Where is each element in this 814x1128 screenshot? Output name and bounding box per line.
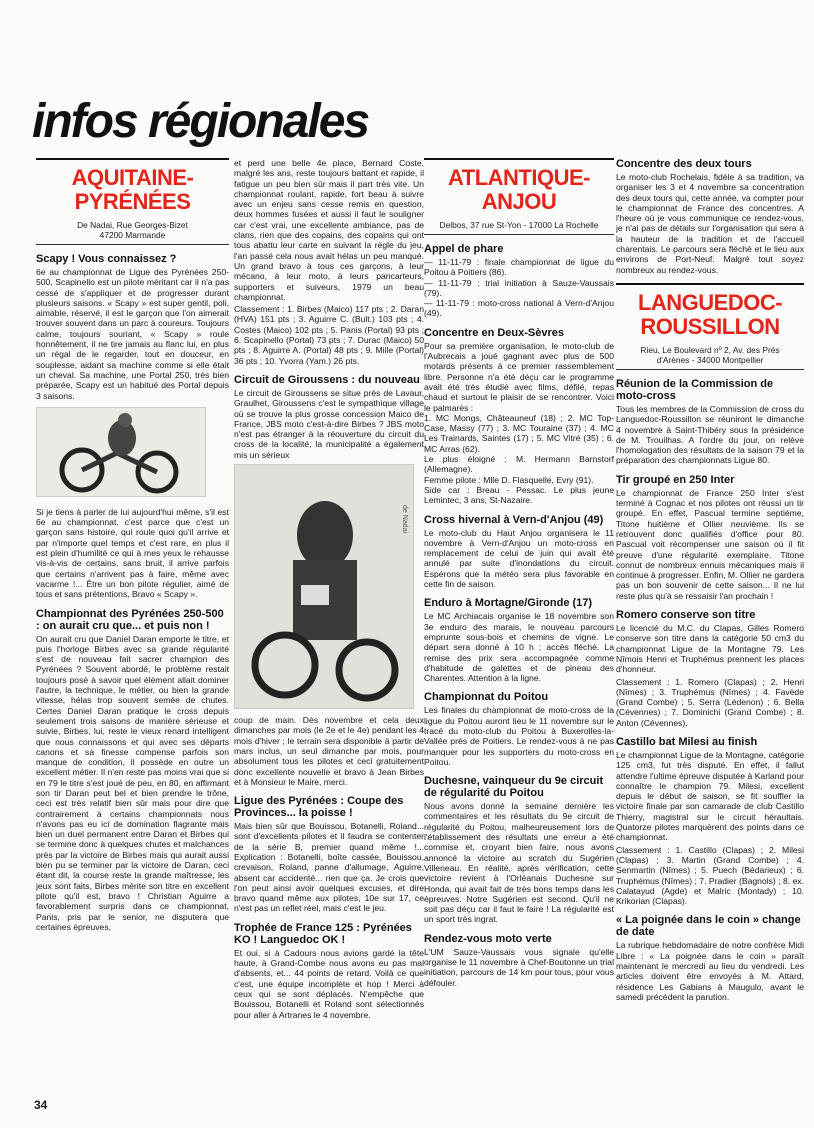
article-title: Championnat du Poitou: [424, 691, 549, 704]
article-text: L'UM Sauze-Vaussais vous signale qu'elle organise le 11 novembre à Chef-Boutonne un trial initiation, parcours de 14 km pour tous, pour vous défouler.: [424, 946, 614, 988]
article-text: Mais bien sûr que Bouissou, Botanelli, Roland... sont d'excellents pilotes et il faudra se contenter de la série B, premier quand même !... Explication : Botanelli, boîte cassée, Bouissou, crevaison, Roland, panne d'allumage, Aguirre, absent car accidenté... rien que ça. Je crois que l'on peut ainsi avoir quelques excuses, et dire bravo quand même aux pilotes, 10e sur 17, ce n'est pas un reflet réel, mais c'est le jeu.: [234, 821, 424, 914]
article-text: Les finales du championnat de moto-cross de la ligue du Poitou auront lieu le 11 novembre sur le tracé du moto-club du Poitou à Buxerolles-la-Vallée près de Poitiers. Le rendez-vous à ne pas manquer pour les supporters du moto-cross en Poitou.: [424, 705, 614, 767]
article-text: Le licencié du M.C. du Clapas, Gilles Romero conserve son titre dans la catégorie 50 cm3 du championnat Ligue de la Montagne 79. Les Nîmois Henri et Truphémus prennent les places d'honneur.: [616, 623, 804, 675]
article-text: Le MC Archiacais organise le 18 novembre son 3e enduro des marais, le nouveau parcours emprunte sous-bois et chemins de vigne. Le départ sera donné à 10 h ; accès fléché. La remise des prix sera accompagnée comme d'habitude de galettes et de pineau des Charentes. Attention à la ligne.: [424, 611, 614, 684]
article-text: Et oui, si à Cadours nous avions gardé la tête haute, à Grand-Combe nous avons eu pas mal d'absents, et... 44 points de retard. Voilà ce que c'est, une équipe incomplète et hop ! Merci à ceux qui se sont déplacés. N'empêche que Bouissou, Botanelli et Roland sont sélectionnés pour aller à Artranes le 4 novembre.: [234, 947, 424, 1020]
article-title: Enduro à Mortagne/Gironde (17): [424, 597, 593, 610]
region-address: Delbos, 37 rue St-Yon - 17000 La Rochelle: [439, 220, 599, 230]
article-text: Tous les membres de la Commission de cross du Languedoc-Roussillon se réuniront le dimanche 4 novembre à Saint-Thibéry sous la présidence de M. Trouilhas. A l'ordre du jour, on relève l'homologation des résultats de la saison 79 et la préparation des championnats Ligue 80.: [616, 403, 804, 466]
article-text: Si je tiens à parler de lui aujourd'hui même, s'il est 6e au championnat, c'est parce que c'est un garçon sans histoire, qui roule quoi qu'il arrive et par n'importe quel temps et c'est rare, en plus il est plein d'humilité ce qui à mes yeux le rehausse vis-à-vis de certains, sans bruit, il arrive parfois que certains n'arrivent pas à faire, même avec vacarme !... Être un bon pilote régulier, aimé de tous et sans prétentions, Bravo « Scapy ».: [36, 506, 229, 600]
article-title: Concentre des deux tours: [616, 158, 752, 170]
column-1: [36, 158, 229, 1038]
article-title: Championnat des Pyrénées 250-500 : on aurait cru que... et puis non !: [36, 607, 224, 632]
article-title: Réunion de la Commission de moto-cross: [616, 377, 774, 402]
page-number: 34: [34, 1098, 48, 1112]
article-title: Circuit de Giroussens : du nouveau: [234, 373, 420, 386]
motocross-photo: [36, 407, 206, 497]
article-title: Tir groupé en 250 Inter: [616, 473, 735, 486]
article-text: Le championnat Ligue de la Montagne, catégorie 125 cm3, fut très disputé. En effet, il fallut attendre l'ultime épreuve disputée à Karland pour connaître le champion 79. Milesi, excellent depuis le début de saison, se fit souffler la victoire finale par son camarade de club Castillo Thierry, magistral sur le circuit héraultais. Quatorze pilotes marquèrent des points dans ce championnat.: [616, 749, 804, 843]
article-title: Romero conserve son titre: [616, 609, 756, 622]
page-title: infos régionales: [32, 95, 369, 148]
article-title: Ligue des Pyrénées : Coupe des Provinces... la poisse !: [234, 795, 404, 820]
article-title: Scapy ! Vous connaissez ?: [36, 253, 177, 265]
region-name: ATLANTIQUE- ANJOU: [448, 165, 590, 214]
column-3: [424, 158, 614, 1038]
article-title: Concentre en Deux-Sèvres: [424, 326, 564, 339]
article-title: Castillo bat Milesi au finish: [616, 735, 758, 748]
classement: Classement : 1. Romero (Clapas) ; 2. Henri (Nîmes) ; 3. Truphémus (Nîmes) ; 4. Favède (Grand Combe) ; 5. Serra (Lédenon) ; 6. Bella (Cévennes) ; 7. Dominichi (Grand Combe) ; 8. Anton (Cévennes).: [616, 676, 804, 728]
article-text: Le championnat de France 250 Inter s'est terminé à Cognac et nos pilotes ont réussi un tir groupé. En effet, Pascual termine septième, Titone huitième et Ollier neuvième. Ils se retrouvent donc qualifiés d'office pour 80. Pascual voit récompenser une saison où il fit preuve d'une régularité exemplaire. Titone connut de nombreux ennuis mécaniques mais il continue à progresser. Enfin, M. Ollier ne gardera pas un bon souvenir de cette saison... Il ne lui reste plus qu'à se ressaisir l'an prochain !: [616, 487, 804, 601]
article-text: Le circuit de Giroussens se situe près de Lavaur, Graulhet, Giroussens c'est le sympathique village où se trouve la plus grosse concession Maico de France, JBS moto c'est-à-dire Birbes ? JBS moto n'est pas étranger à la réouverture du circuit du cross de la localité, la municipalité a également mis un sérieux: [234, 387, 424, 460]
article-title: Rendez-vous moto verte: [424, 932, 552, 945]
article-text: 6e au championnat de Ligue des Pyrénées 250-500, Scapinello est un pilote méritant car il n'a pas cessé de s'appliquer et de progresser durant plusieurs saisons. « Scapy » est super gentil, poli, aimable, réservé, il est le garçon que l'on aimerait trouver souvent dans un parc à coureurs. Toujours calme, toujours souriant, « Scapy » roule honnêtement, il ne tire jamais au flanc lui, en plus un régal de le regarder, tout en douceur, en souplesse, aidant sa machine comme si elle était un cheval. Sa machine, une Portal 250, très bien préparée, Scapy est un habitué des Portal depuis 3 saisons.: [36, 267, 229, 401]
article-text: Le moto-club Rochelais, fidèle à sa tradition, va organiser les 3 et 4 novembre sa concentration des deux tours qui, cette année, va compter pour le championnat de France des concentres. A l'heure où je vous communique ce rendez-vous, je n'ai pas de détails sur l'organisation qui sera à la hauteur de la tradition et de l'accueil charentais. Le parcours sera fléché et le lieu aux environs de Port-Neuf. Malgré tout soyez nombreux au rendez-vous.: [616, 172, 804, 275]
article-text: La rubrique hebdomadaire de notre confrère Midi Libre : « La poignée dans le coin » paraît maintenant le mercredi au lieu du vendredi. Les articles doivent être envoyés à M. Attard, résidence Les Gabians à Maugulo, avant le samedi précédent la parution.: [616, 940, 804, 1002]
article-text: et perd une belle 4e place, Bernard Coste, malgré les ans, reste toujours battant et rapide, il fatigue un peu bien sûr mais il part très vite. Un championnat roulant, rapide, fort beau à suivre avec un enjeu sans cesse remis en question, deux hommes fusées et aussi il faut le souligner car c'est vrai, une excellente ambiance, pas de clans, rien que des copains, des copains qui ont tous abattu leur carte en suivant la règle du jeu, l'an passé cela nous avait hélas un peu manqué. Un grand bravo à tous ces garçons, à leur mécano, à leur moto, à leurs pancarteurs, supporters et suiveurs, 1979 un beau championnat.: [234, 158, 424, 302]
article-title: Cross hivernal à Vern-d'Anjou (49): [424, 513, 604, 526]
classement: Classement : 1. Birbes (Maico) 117 pts ; 2. Daran (HVA) 151 pts ; 3. Aguirre C. (Bult.) 103 pts ; 4. Costes (Maico) 102 pts ; 5. Panis (Portal) 93 pts ; 6. Scapinello (Portal) 73 pts ; 7. Durac (Maico) 50 pts ; 8. Aguirre A. (Portal) 48 pts ; 9. Mille (Portal) 36 pts ; 10. Yvorra (Yam.) 26 pts.: [234, 304, 424, 366]
article-text: — 11-11-79 : finale championnat de ligue du Poitou à Poitiers (86). — 11-11-79 : trial initiation à Sauze-Vaussais (79). — 11-11-79 : moto-cross national à Vern-d'Anjou (49).: [424, 257, 614, 319]
classement: Classement : 1. Castillo (Clapas) ; 2. Milesi (Clapas) ; 3. Martin (Grand Combe) ; 4. Senmartin (Nîmes) ; 5. Puech (Bédarieux) ; 6. Truphémus (Nîmes) ; 7. Pradier (Bagnols) ; 8. ex. Calatayud (Agde) et Malric (Montady) ; 10. Krikorian (Clapas).: [616, 844, 804, 907]
article-text: Pour sa première organisation, le moto-club de l'Aubrecais a joué gagnant avec plus de 500 motards présents à ce premier rassemblement libre. Personne n'a été déçu car le programme avait été très étudié avec films, défilé, repas chaud et surtout le plaisir de se rencontrer. Voici le palmarès : 1. MC Mongs, Châteauneuf (18) ; 2. MC Top-Case, Massy (77) ; 3. MC Touraine (37) ; 4. MC Les Trainards, Saintes (17) ; 5. MC Vitré (35) ; 6. MC Arras (62). Le plus éloigné : M. Hermann Barnstorf (Allemagne). Femme pilote : Mlle D. Flasquelle, Evry (91). Side car : Breau - Pessac. Le plus jeune Lemintec, 3 ans, St-Nazaire.: [424, 340, 614, 506]
column-2: [234, 158, 424, 1038]
region-address: De Nadai, Rue Georges-Bizet 47200 Marmande: [77, 220, 188, 240]
article-text: coup de main. Dès novembre et cela deux dimanches par mois (le 2e et le 4e) pendant les 4 mois d'hiver ; le terrain sera disponible à partir de mars inclus, un seul dimanche par mois, pour absolument tous les pilotes et ceci gratuitement donc excellente nouvelle et bravo à Jean Birbes et à Monsieur le Maire, merci.: [234, 715, 424, 787]
article-text: Le moto-club du Haut Anjou organisera le 11 novembre à Vern-d'Anjou un moto-cross en remplacement de celui de juin qui avait été annulé par suite d'inondations du circuit. Espérons que la météo sera plus favorable en cette fin de saison.: [424, 527, 614, 590]
region-header-atlantique: [424, 158, 614, 235]
article-title: « La poignée dans le coin » change de date: [616, 914, 801, 939]
article-text: On aurait cru que Daniel Daran emporte le titre, et puis l'horloge Birbes avec sa grande régularité s'est de nouveau fait sacrer champion des Pyrénées ? Souvent abordé, le problème restait toujours posé à savoir quel élément allait dominer l'autre, la technique, le métier, ou bien la grande vitesse, hélas trop souvent semée de chutes. Certes Daniel Daran pratique le cross depuis seulement trois saisons de manière sérieuse et suivie, Birbes, lui, reste le vieux renard intelligent que nous connaissons et qui avec ses départs canons et sa finesse compense parfois son manque de condition, il possède en outre un excellent métier. Il n'en reste pas moins vrai que si en 79 le titre s'est joué de peu, en 80, en affirmant son tir Daran peut bel et bien prendre le trône, ceci est très relatif bien sûr mais pour dire que contrairement à certains championnats nous n'avons pas eu ici de domination flagrante mais bien un duel permanent entre Daran et Birbes qui se termine donc à quelques chutes et malchances près par la victoire de Birbes mais qui aurait aussi bien pu se terminer par la victoire de Daran, ceci étant dit, la course reste la grande maîtresse, les jeux sont faits, Birbes mérite son titre en excellent pilote qu'il est, bravo ! Christian Aguirre a favorablement surpris dans ce championnat, Panis, pris par le senior, ne disputera que certaines épreuves,: [36, 633, 229, 932]
region-header-aquitaine: [36, 158, 229, 245]
region-name: LANGUEDOC- ROUSSILLON: [637, 289, 783, 339]
region-address: Rieu, Le Boulevard nº 2, Av. des Prés d'Arènes - 34000 Montpellier: [640, 344, 780, 365]
rider-photo: [234, 464, 414, 709]
region-name: AQUITAINE- PYRÉNÉES: [71, 165, 194, 214]
column-4: [616, 158, 804, 1038]
photo-credit: de Nadai: [401, 505, 408, 534]
region-header-languedoc: [616, 283, 804, 370]
article-text: Nous avons donné la semaine dernière les commentaires et les résultats du 9e circuit de régularité du Poitou, malheureusement lors de l'établissement des résultats une erreur a été commise et, croyant bien faire, nous avons annoncé la victoire au scratch du Sugérien Villeneau. En réalité, après vérification, cette victoire revient à l'Orléanais Duchesne sur Honda, qui avait fait de très bons temps dans les épreuves. Notre Sugérien est second. Qu'il ne soit pas déçu car il faut le faire ! La régularité est un sport très ingrat.: [424, 801, 614, 925]
article-title: Trophée de France 125 : Pyrénées KO ! Languedoc OK !: [234, 921, 412, 946]
article-title: Duchesne, vainqueur du 9e circuit de régularité du Poitou: [424, 775, 604, 800]
article-title: Appel de phare: [424, 243, 504, 255]
